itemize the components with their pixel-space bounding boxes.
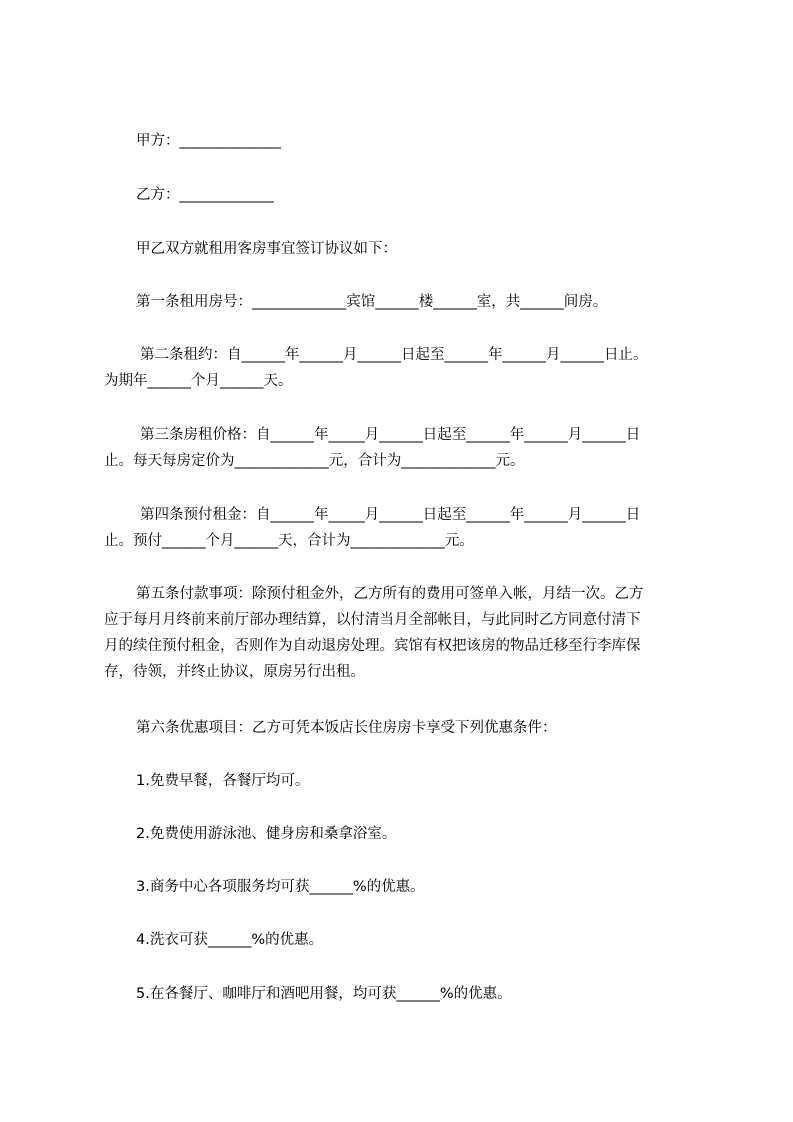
list-item: 3.商务中心各项服务均可获______%的优惠。 bbox=[136, 879, 425, 895]
clause-3-line-2: 止。每天每房定价为_____________元，合计为_____________元。 bbox=[104, 453, 525, 469]
party-a-line: 甲方：______________ bbox=[136, 133, 281, 149]
clause-3-line-1: 第三条房租价格：自______年_____月______日起至______年______月______日 bbox=[140, 427, 641, 443]
clause-2-line-2: 为期年______个月______天。 bbox=[104, 373, 293, 389]
clause-5 bbox=[104, 581, 700, 685]
clause-5-line-4: 存，待领，并终止协议，原房另行出租。 bbox=[104, 664, 365, 680]
clause-3 bbox=[104, 422, 700, 474]
clause-2-line-1: 第二条租约：自______年______月______日起至______年______月______日止。 bbox=[140, 347, 648, 363]
clause-4-line-2: 止。预付______个月______天，合计为_____________元。 bbox=[104, 533, 474, 549]
intro-paragraph: 甲乙双方就租用客房事宜签订协议如下： bbox=[136, 241, 397, 257]
list-item: 2.免费使用游泳池、健身房和桑拿浴室。 bbox=[136, 826, 397, 842]
list-item: 1.免费早餐，各餐厅均可。 bbox=[136, 773, 310, 789]
clause-2 bbox=[104, 342, 700, 394]
clause-4 bbox=[104, 502, 700, 554]
clause-4-line-1: 第四条预付租金：自______年_____月______日起至______年______月______日 bbox=[140, 507, 641, 523]
list-item: 4.洗衣可获______%的优惠。 bbox=[136, 932, 324, 948]
clause-5-line-2: 应于每月月终前来前厅部办理结算，以付清当月全部帐目，与此同时乙方同意付清下 bbox=[104, 612, 641, 628]
clause-5-line-3: 月的续住预付租金，否则作为自动退房处理。宾馆有权把该房的物品迁移至行李库保 bbox=[104, 638, 641, 654]
party-b-line: 乙方：_____________ bbox=[136, 187, 274, 203]
clause-5-line-1: 第五条付款事项：除预付租金外，乙方所有的费用可签单入帐，月结一次。乙方 bbox=[136, 586, 644, 602]
list-item: 5.在各餐厅、咖啡厅和酒吧用餐，均可获______%的优惠。 bbox=[136, 986, 512, 1002]
clause-6: 第六条优惠项目：乙方可凭本饭店长住房房卡享受下列优惠条件： bbox=[136, 720, 557, 736]
clause-1: 第一条租用房号：_____________宾馆______楼______室，共______间房。 bbox=[136, 294, 608, 310]
